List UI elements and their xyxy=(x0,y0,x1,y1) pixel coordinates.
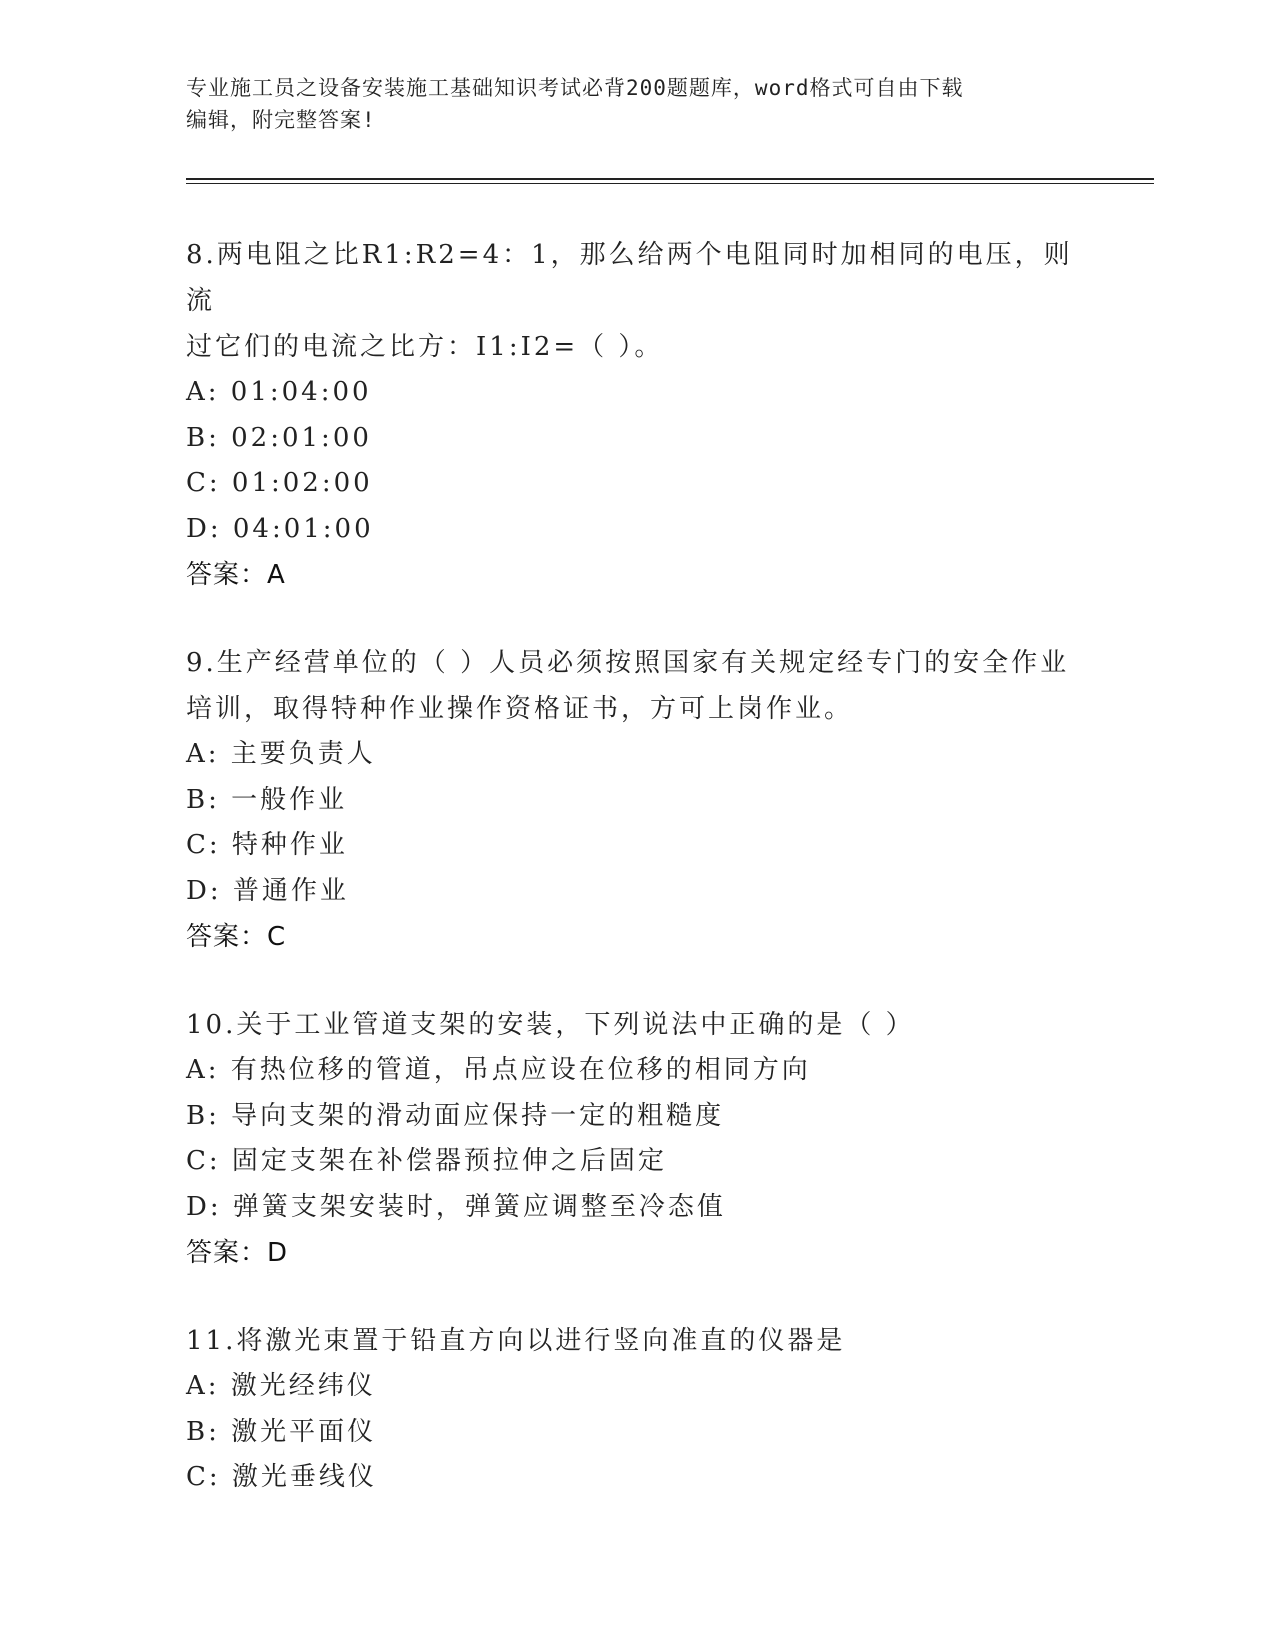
question-text: 培训，取得特种作业操作资格证书，方可上岗作业。 xyxy=(186,694,854,724)
option-b: B: 02:01:00 xyxy=(186,422,372,453)
answer-label: 答案：A xyxy=(186,560,286,590)
option-c: C: 特种作业 xyxy=(186,830,348,860)
option-d: D: 弹簧支架安装时，弹簧应调整至冷态值 xyxy=(186,1191,726,1222)
answer-label: 答案：D xyxy=(186,1238,289,1268)
option-d: D: 普通作业 xyxy=(186,875,349,906)
question-list xyxy=(186,232,1086,1543)
option-c: C: 固定支架在补偿器预拉伸之后固定 xyxy=(186,1146,667,1176)
option-a: A: 激光经纬仪 xyxy=(186,1371,376,1401)
option-a: A: 01:04:00 xyxy=(186,377,372,407)
header-divider-thick xyxy=(186,178,1154,180)
question-8 xyxy=(186,232,1086,598)
option-b: B: 一般作业 xyxy=(186,784,348,815)
question-text: 11.将激光束置于铅直方向以进行竖向准直的仪器是 xyxy=(186,1326,846,1356)
option-a: A: 主要负责人 xyxy=(186,739,376,769)
question-text: 过它们的电流之比方：I1:I2=（ ）。 xyxy=(186,332,664,362)
option-d: D: 04:01:00 xyxy=(186,513,374,544)
question-11 xyxy=(186,1318,1086,1501)
option-c: C: 01:02:00 xyxy=(186,468,373,498)
answer-label: 答案：C xyxy=(186,922,287,952)
question-10 xyxy=(186,1002,1086,1276)
document-header xyxy=(186,72,1066,136)
header-line-1: 专业施工员之设备安装施工基础知识考试必背200题题库，word格式可自由下载 xyxy=(186,76,964,100)
question-text: 8.两电阻之比R1:R2=4：1，那么给两个电阻同时加相同的电压，则流 xyxy=(186,240,1073,316)
question-text: 10.关于工业管道支架的安装，下列说法中正确的是（ ） xyxy=(186,1010,915,1040)
option-a: A: 有热位移的管道，吊点应设在位移的相同方向 xyxy=(186,1055,811,1085)
option-b: B: 导向支架的滑动面应保持一定的粗糙度 xyxy=(186,1100,725,1131)
option-b: B: 激光平面仪 xyxy=(186,1416,377,1447)
header-divider-thin xyxy=(186,183,1154,184)
option-c: C: 激光垂线仪 xyxy=(186,1462,377,1492)
question-9 xyxy=(186,640,1086,960)
question-text: 9.生产经营单位的（ ）人员必须按照国家有关规定经专门的安全作业 xyxy=(186,648,1070,678)
header-line-2: 编辑，附完整答案! xyxy=(186,108,376,132)
